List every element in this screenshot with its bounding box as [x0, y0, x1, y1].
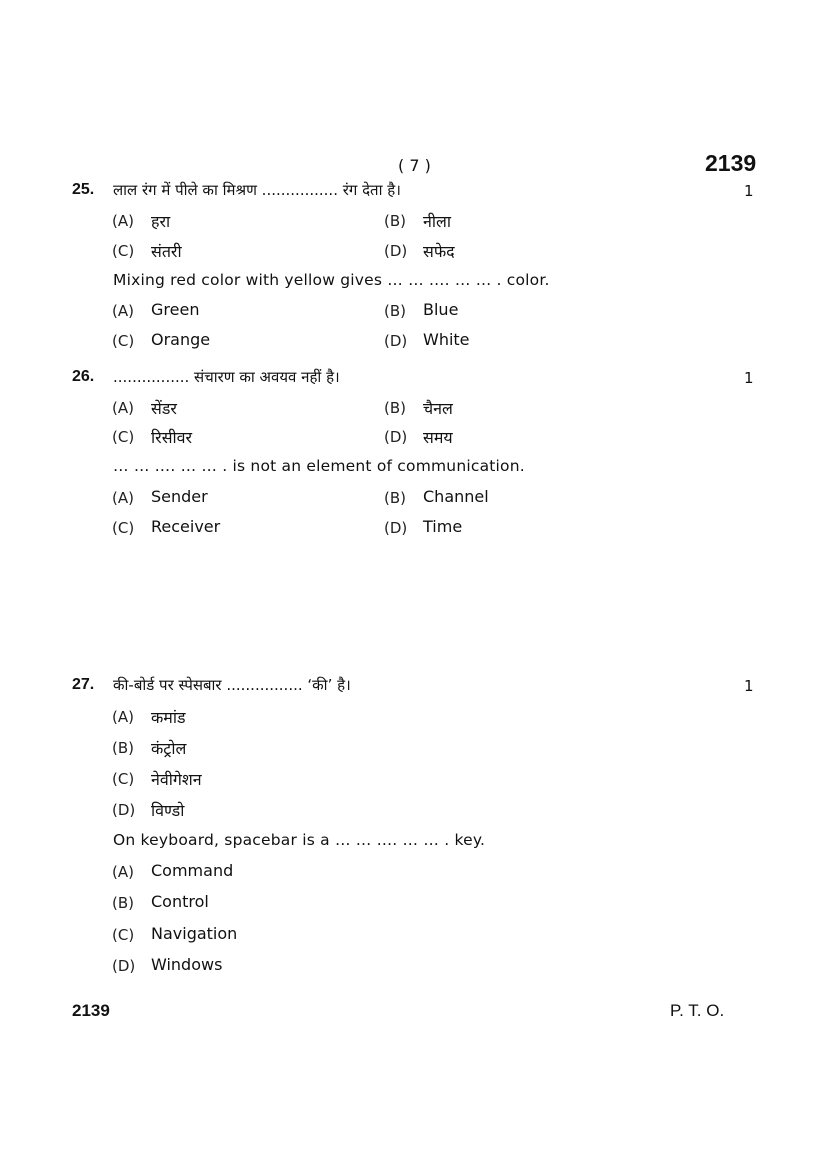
- question-marks: 1: [744, 677, 754, 695]
- option-letter: (B): [384, 212, 406, 230]
- option-text: Blue: [423, 300, 459, 319]
- option-text: विण्डो: [151, 801, 185, 820]
- option-text: Channel: [423, 487, 489, 506]
- option-letter: (A): [112, 489, 134, 507]
- option-letter: (D): [384, 428, 408, 446]
- option-text: Navigation: [151, 924, 238, 943]
- question-text-english: On keyboard, spacebar is a … … …. … … . key.: [113, 831, 486, 849]
- question-number: 25.: [72, 181, 95, 198]
- option-letter: (C): [112, 519, 135, 537]
- question-marks: 1: [744, 182, 754, 200]
- option-text: Command: [151, 861, 234, 880]
- option-letter: (C): [112, 926, 135, 944]
- option-text: रिसीवर: [151, 428, 193, 447]
- option-text: कमांड: [151, 708, 186, 727]
- option-letter: (B): [112, 739, 134, 757]
- paper-code: 2139: [705, 150, 757, 176]
- question-text-hindi: लाल रंग में पीले का मिश्रण ................ रंग देता है।: [113, 181, 401, 199]
- question-text-english: Mixing red color with yellow gives … … …. … … . color.: [113, 271, 550, 289]
- option-letter: (C): [112, 332, 135, 350]
- option-letter: (C): [112, 770, 135, 788]
- option-text: Green: [151, 300, 200, 319]
- option-letter: (A): [112, 863, 134, 881]
- question-text-hindi: ................ संचारण का अवयव नहीं है।: [113, 368, 340, 386]
- question-text-english: … … …. … … . is not an element of communication.: [113, 457, 525, 475]
- option-text: समय: [423, 428, 453, 447]
- option-letter: (D): [384, 242, 408, 260]
- please-turn-over: P. T. O.: [670, 1001, 725, 1020]
- option-text: White: [423, 330, 470, 349]
- option-letter: (D): [112, 801, 136, 819]
- option-text: कंट्रोल: [151, 739, 187, 758]
- option-text: सफेद: [423, 242, 455, 261]
- option-letter: (C): [112, 242, 135, 260]
- option-text: Windows: [151, 955, 223, 974]
- option-text: नीला: [423, 212, 452, 231]
- option-text: हरा: [151, 212, 171, 231]
- option-text: चैनल: [423, 399, 453, 418]
- option-letter: (B): [112, 894, 134, 912]
- question-text-hindi: की-बोर्ड पर स्पेसबार ................ ‘की’ है।: [113, 676, 351, 694]
- option-text: संतरी: [151, 242, 182, 261]
- option-text: Sender: [151, 487, 208, 506]
- option-letter: (A): [112, 302, 134, 320]
- page-number: ( 7 ): [398, 156, 431, 175]
- option-letter: (D): [384, 519, 408, 537]
- question-marks: 1: [744, 369, 754, 387]
- option-letter: (C): [112, 428, 135, 446]
- option-letter: (D): [384, 332, 408, 350]
- option-letter: (B): [384, 489, 406, 507]
- question-number: 27.: [72, 676, 95, 693]
- option-text: Control: [151, 892, 209, 911]
- option-letter: (A): [112, 212, 134, 230]
- option-letter: (A): [112, 708, 134, 726]
- option-letter: (B): [384, 302, 406, 320]
- option-text: सेंडर: [151, 399, 177, 418]
- question-number: 26.: [72, 368, 95, 385]
- option-text: Orange: [151, 330, 211, 349]
- option-text: नेवीगेशन: [151, 770, 202, 789]
- option-letter: (A): [112, 399, 134, 417]
- option-text: Time: [423, 517, 463, 536]
- footer-paper-code: 2139: [72, 1001, 110, 1020]
- option-text: Receiver: [151, 517, 221, 536]
- option-letter: (D): [112, 957, 136, 975]
- option-letter: (B): [384, 399, 406, 417]
